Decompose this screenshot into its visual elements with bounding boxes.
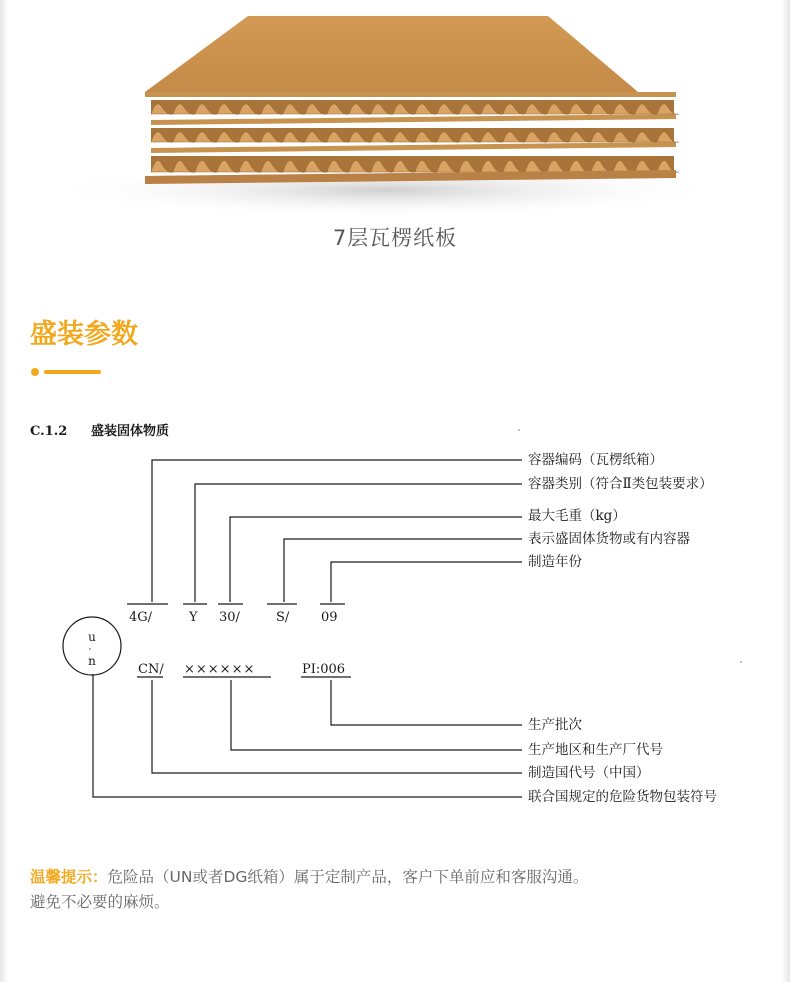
board-layers bbox=[145, 16, 679, 184]
board-liner bbox=[151, 114, 676, 125]
board-liner bbox=[145, 92, 676, 97]
code-gross-mass: 30/ bbox=[219, 610, 240, 625]
label-manufacture-year: 制造年份 bbox=[528, 554, 582, 570]
notice-line-2: 避免不必要的麻烦。 bbox=[30, 893, 170, 911]
code-manufacturer: ×××××× bbox=[184, 662, 256, 677]
un-symbol-comma: , bbox=[88, 642, 92, 651]
label-container-code: 容器编码（瓦楞纸箱） bbox=[528, 452, 663, 468]
leader-line-3 bbox=[230, 517, 522, 602]
code-group: Y bbox=[189, 610, 198, 625]
leader-line-5 bbox=[331, 562, 522, 602]
code-country: CN/ bbox=[138, 662, 164, 677]
packaging-marking-diagram bbox=[25, 412, 770, 812]
board-liner bbox=[151, 142, 676, 153]
accent-bar bbox=[44, 370, 101, 374]
corrugated-board-layers-icon bbox=[40, 0, 740, 215]
label-container-class: 容器类别（符合Ⅱ类包装要求） bbox=[528, 476, 713, 492]
speck bbox=[740, 661, 742, 663]
label-region-manufacturer: 生产地区和生产厂代号 bbox=[528, 742, 663, 758]
label-un-symbol: 联合国规定的危险货物包装符号 bbox=[528, 789, 717, 805]
notice-label: 温馨提示： bbox=[30, 868, 108, 886]
leader-line-7 bbox=[231, 680, 522, 750]
code-batch: PI:006 bbox=[302, 662, 346, 677]
leader-line-2 bbox=[195, 484, 522, 602]
notice bbox=[30, 865, 770, 915]
leader-line-1 bbox=[152, 460, 522, 602]
label-batch: 生产批次 bbox=[528, 717, 582, 733]
label-max-gross-weight: 最大毛重（kg） bbox=[528, 508, 626, 524]
title-accent-line bbox=[31, 368, 101, 376]
notice-line-1: 危险品（UN或者DG纸箱）属于定制产品，客户下单前应和客服沟通。 bbox=[107, 868, 589, 886]
speck bbox=[518, 429, 520, 431]
leader-line-4 bbox=[284, 539, 522, 602]
diagram-heading-number: C.1.2 bbox=[30, 424, 68, 439]
board-top-liner bbox=[145, 16, 638, 92]
leader-line-9 bbox=[93, 674, 522, 797]
un-symbol-n: n bbox=[88, 654, 96, 668]
code-solid: S/ bbox=[276, 610, 290, 625]
leader-line-6 bbox=[331, 680, 522, 725]
leader-lines bbox=[63, 460, 522, 797]
section-title: 盛装参数 bbox=[30, 319, 138, 350]
right-edge-shadow bbox=[782, 0, 790, 982]
code-packaging: 4G/ bbox=[129, 610, 153, 625]
label-solid-goods: 表示盛固体货物或有内容器 bbox=[528, 531, 690, 547]
label-country-code: 制造国代号（中国） bbox=[528, 765, 650, 781]
code-year: 09 bbox=[321, 610, 338, 625]
un-symbol-u: u bbox=[88, 630, 96, 644]
diagram-heading: 盛装固体物质 bbox=[91, 424, 170, 439]
accent-dot bbox=[31, 368, 39, 376]
leader-line-8 bbox=[152, 680, 522, 773]
left-edge-shadow bbox=[0, 0, 8, 982]
board-caption: 7层瓦楞纸板 bbox=[332, 226, 458, 250]
